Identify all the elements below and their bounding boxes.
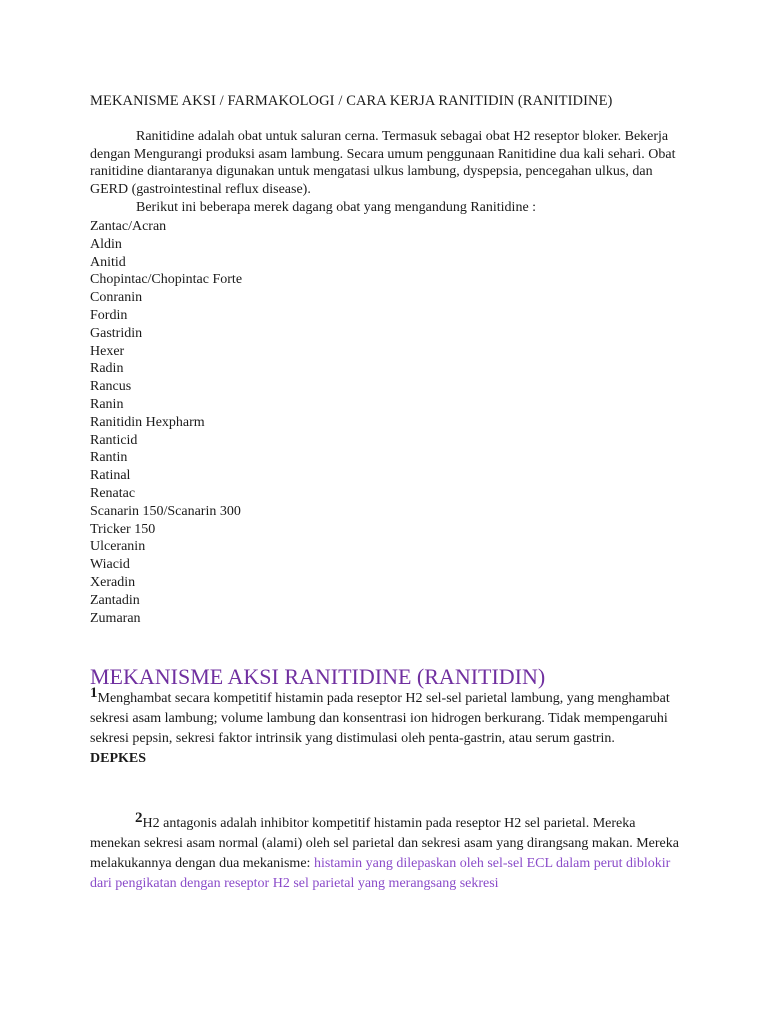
list-item: Scanarin 150/Scanarin 300 xyxy=(90,503,241,519)
list-item: Conranin xyxy=(90,290,143,306)
list-item: Ratinal xyxy=(90,468,131,484)
list-item: Fordin xyxy=(90,307,128,323)
section-1-number: 1 xyxy=(90,685,98,701)
list-item: Rantin xyxy=(90,450,128,466)
list-item: Aldin xyxy=(90,236,122,252)
list-item: Ulceranin xyxy=(90,539,146,555)
list-item: Zumaran xyxy=(90,610,141,626)
section-2-text: H2 antagonis adalah inhibitor kompetitif histamin pada reseptor H2 sel parietal. Mereka menekan sekresi asam normal (alami) oleh sel parietal dan sekresi asam yang dirangsang makan. Mereka melakukannya dengan dua mekanisme: xyxy=(90,816,679,871)
list-item: Rancus xyxy=(90,379,132,395)
section-2-number: 2 xyxy=(135,810,143,826)
list-item: Ranticid xyxy=(90,432,138,448)
list-item: Zantac/Acran xyxy=(90,219,167,234)
section-2 xyxy=(90,810,680,894)
list-item: Renatac xyxy=(90,485,136,501)
section-1-text: Menghambat secara kompetitif histamin pada reseptor H2 sel-sel parietal lambung, yang menghambat sekresi asam lambung; volume lambung dan konsentrasi ion hidrogen berkurang. Tidak mempengaruhi sekresi pepsin, sekresi faktor intrinsik yang distimulasi oleh penta-gastrin, atau serum gastrin. xyxy=(90,691,670,746)
section-heading: MEKANISME AKSI RANITIDINE (RANITIDIN) xyxy=(90,664,546,689)
document-title: MEKANISME AKSI / FARMAKOLOGI / CARA KERJA RANITIDIN (RANITIDINE) xyxy=(90,93,613,109)
list-item: Ranitidin Hexpharm xyxy=(90,414,205,430)
list-item: Hexer xyxy=(90,343,125,359)
intro-paragraph: Ranitidine adalah obat untuk saluran cerna. Termasuk sebagai obat H2 reseptor bloker. Bekerja dengan Mengurangi produksi asam lambung. Secara umum penggunaan Ranitidine dua kali sehari. Obat ranitidine diantaranya digunakan untuk mengatasi ulkus lambung, dyspepsia, pencegahan ulkus, dan GERD (gastrointestinal reflux disease). xyxy=(90,129,676,198)
section-1 xyxy=(90,685,680,769)
list-item: Ranin xyxy=(90,396,124,412)
section-2-highlight: histamin yang dilepaskan oleh sel-sel ECL dalam perut diblokir dari pengikatan dengan reseptor H2 sel parietal yang merangsang sekresi xyxy=(90,856,671,891)
list-item: Gastridin xyxy=(90,325,143,341)
list-item: Radin xyxy=(90,361,124,377)
list-item: Wiacid xyxy=(90,557,130,573)
section-1-paragraph xyxy=(90,685,680,749)
list-item: Anitid xyxy=(90,254,126,270)
section-2-paragraph xyxy=(90,810,680,894)
brands-intro: Berikut ini beberapa merek dagang obat yang mengandung Ranitidine : xyxy=(136,199,537,215)
list-item: Chopintac/Chopintac Forte xyxy=(90,272,243,288)
intro-block xyxy=(90,128,680,217)
brand-list xyxy=(90,218,242,627)
section-1-source: DEPKES xyxy=(90,751,147,766)
list-item: Xeradin xyxy=(90,574,136,590)
list-item: Tricker 150 xyxy=(90,521,156,537)
list-item: Zantadin xyxy=(90,592,140,608)
